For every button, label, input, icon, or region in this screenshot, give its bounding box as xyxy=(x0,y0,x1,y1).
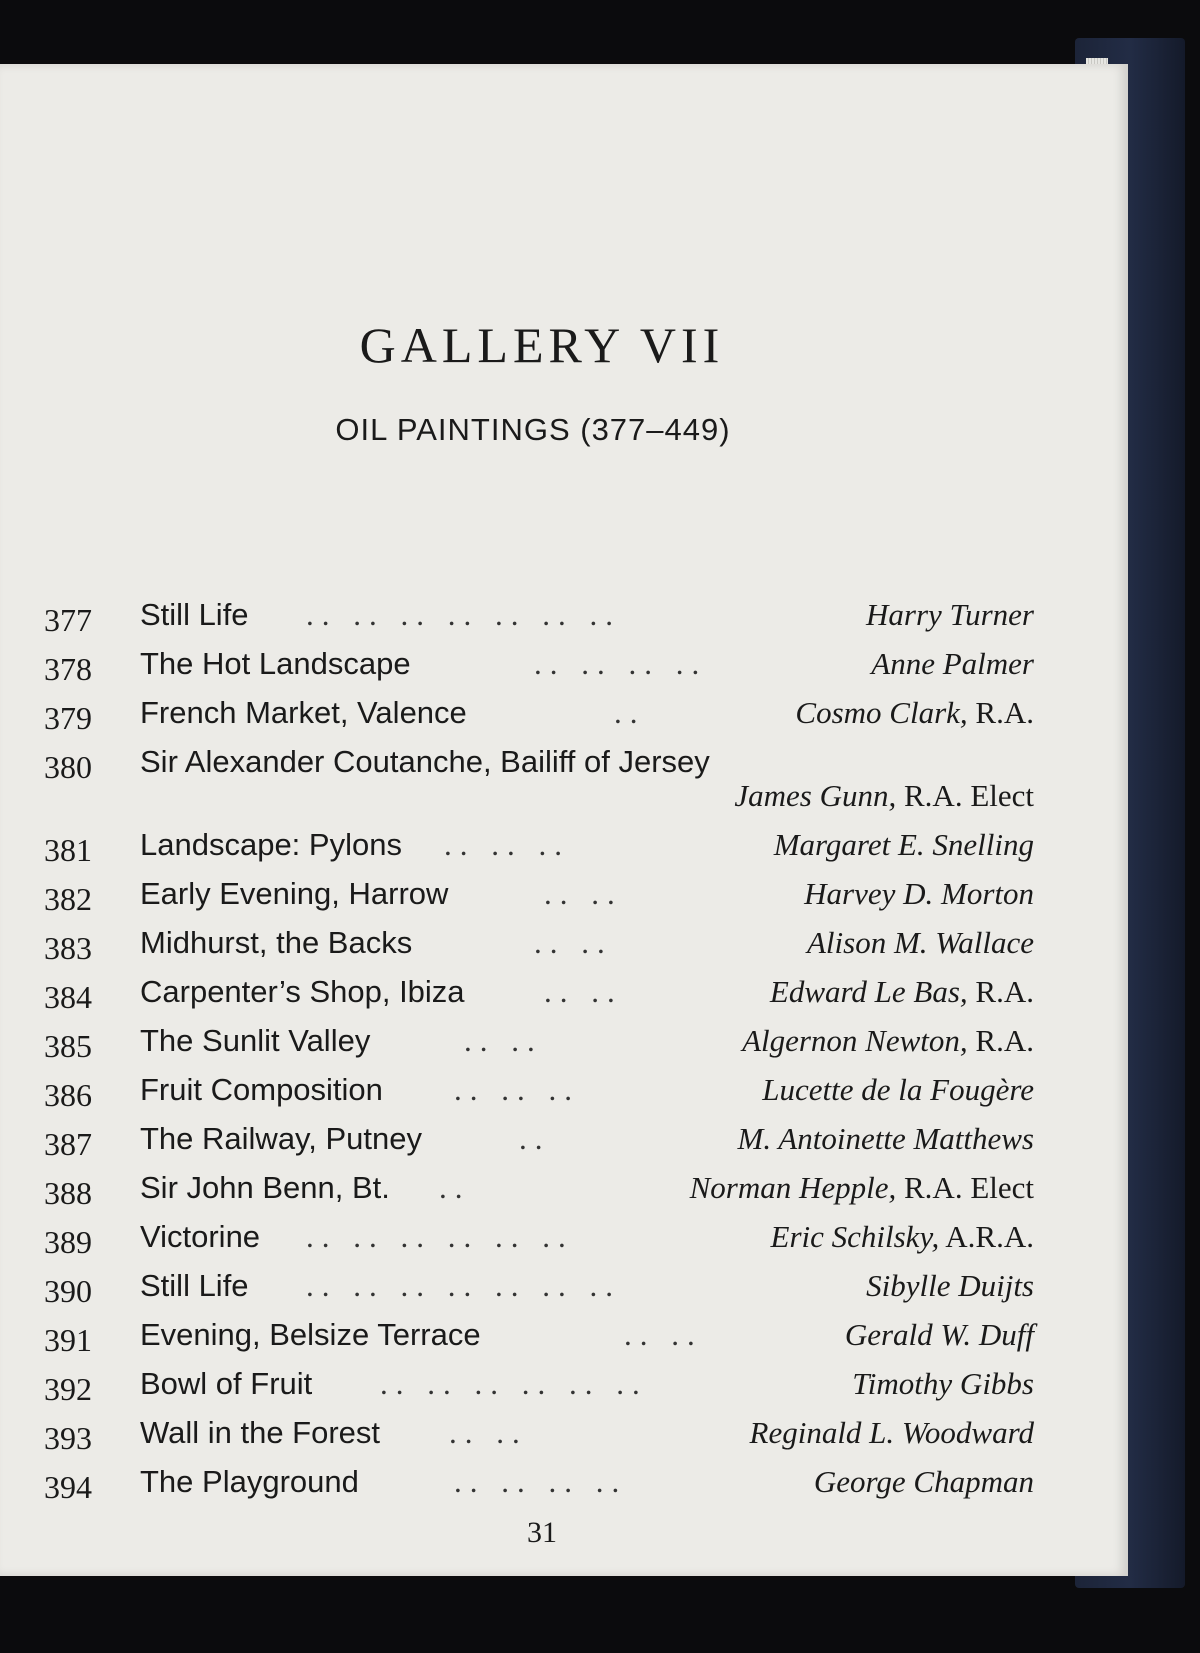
list-item xyxy=(44,967,1034,1016)
list-item xyxy=(44,1261,1034,1310)
dot-leader: .. .. .. .. .. .. xyxy=(306,1219,574,1254)
artwork-title: Wall in the Forest xyxy=(140,1415,381,1450)
artwork-title: Landscape: Pylons xyxy=(140,827,402,862)
catalogue-number: 386 xyxy=(44,1077,92,1113)
catalogue-page xyxy=(0,64,1128,1576)
dot-leader: .. .. .. .. xyxy=(454,1464,628,1499)
artwork-title: Midhurst, the Backs xyxy=(140,925,413,960)
catalogue-number: 384 xyxy=(44,979,92,1015)
list-item xyxy=(44,1359,1034,1408)
catalogue-number: 393 xyxy=(44,1420,92,1456)
dot-leader: .. xyxy=(614,695,646,730)
artwork-title: Early Evening, Harrow xyxy=(140,876,449,911)
artist-name: James Gunn, R.A. Elect xyxy=(734,778,1034,813)
artwork-title: Sir Alexander Coutanche, Bailiff of Jersey xyxy=(140,744,710,779)
catalogue-number: 392 xyxy=(44,1371,92,1407)
artist-name: M. Antoinette Matthews xyxy=(737,1121,1034,1156)
artwork-title: Still Life xyxy=(140,1268,249,1303)
list-item xyxy=(44,1163,1034,1212)
dot-leader: .. .. xyxy=(624,1317,703,1352)
dot-leader: .. .. .. xyxy=(444,827,570,862)
list-item xyxy=(44,1114,1034,1163)
list-item xyxy=(44,1408,1034,1457)
catalogue-number: 378 xyxy=(44,651,92,687)
page-number: 31 xyxy=(527,1516,557,1549)
artwork-title: Still Life xyxy=(140,597,249,632)
list-item xyxy=(44,590,1034,639)
artist-name: Algernon Newton, R.A. xyxy=(742,1023,1034,1058)
artwork-title: The Sunlit Valley xyxy=(140,1023,371,1058)
catalogue-number: 377 xyxy=(44,602,92,638)
list-item xyxy=(44,737,1034,820)
catalogue-number: 379 xyxy=(44,700,92,736)
dot-leader: .. .. xyxy=(449,1415,528,1450)
catalogue-number: 382 xyxy=(44,881,92,917)
artist-name: Margaret E. Snelling xyxy=(773,827,1034,862)
list-item xyxy=(44,1016,1034,1065)
artwork-title: Fruit Composition xyxy=(140,1072,383,1107)
artist-name: Lucette de la Fougère xyxy=(762,1072,1034,1107)
dot-leader: .. .. .. .. .. .. xyxy=(380,1366,648,1401)
catalogue-number: 383 xyxy=(44,930,92,966)
catalogue-number: 380 xyxy=(44,749,92,785)
catalogue-number: 391 xyxy=(44,1322,92,1358)
catalogue-number: 388 xyxy=(44,1175,92,1211)
artist-name: Harry Turner xyxy=(866,597,1034,632)
dot-leader: .. .. .. .. xyxy=(534,646,708,681)
dot-leader: .. .. .. .. .. .. .. xyxy=(306,597,621,632)
catalogue-number: 387 xyxy=(44,1126,92,1162)
catalogue-number: 394 xyxy=(44,1469,92,1505)
dot-leader: .. .. .. xyxy=(454,1072,580,1107)
dot-leader: .. xyxy=(439,1170,471,1205)
dot-leader: .. xyxy=(519,1121,551,1156)
artist-name: Gerald W. Duff xyxy=(844,1317,1034,1352)
artwork-title: The Railway, Putney xyxy=(140,1121,422,1156)
dot-leader: .. .. xyxy=(534,925,613,960)
entry-list xyxy=(44,590,1034,1506)
dot-leader: .. .. xyxy=(544,876,623,911)
artist-name: Cosmo Clark, R.A. xyxy=(795,695,1034,730)
list-item xyxy=(44,1310,1034,1359)
gallery-title: GALLERY VII xyxy=(359,317,725,373)
artwork-title: Bowl of Fruit xyxy=(140,1366,313,1401)
artist-name: George Chapman xyxy=(813,1464,1034,1499)
artwork-title: The Playground xyxy=(140,1464,359,1499)
artist-name: Alison M. Wallace xyxy=(806,925,1034,960)
list-item xyxy=(44,1065,1034,1114)
artist-name: Anne Palmer xyxy=(871,646,1034,681)
artist-name: Timothy Gibbs xyxy=(852,1366,1034,1401)
catalogue-number: 389 xyxy=(44,1224,92,1260)
artist-name: Reginald L. Woodward xyxy=(749,1415,1034,1450)
artist-name: Harvey D. Morton xyxy=(804,876,1034,911)
artwork-title: Carpenter’s Shop, Ibiza xyxy=(140,974,465,1009)
catalogue-number: 381 xyxy=(44,832,92,868)
artist-name: Eric Schilsky, A.R.A. xyxy=(770,1219,1034,1254)
artwork-title: Sir John Benn, Bt. xyxy=(140,1170,390,1205)
artwork-title: The Hot Landscape xyxy=(140,646,411,681)
dot-leader: .. .. xyxy=(464,1023,543,1058)
artist-name: Sibylle Duijts xyxy=(866,1268,1034,1303)
catalogue-number: 385 xyxy=(44,1028,92,1064)
artwork-title: French Market, Valence xyxy=(140,695,467,730)
list-item xyxy=(44,688,1034,737)
list-item xyxy=(44,820,1034,869)
dot-leader: .. .. xyxy=(544,974,623,1009)
list-item xyxy=(44,869,1034,918)
catalogue-number: 390 xyxy=(44,1273,92,1309)
artwork-title: Evening, Belsize Terrace xyxy=(140,1317,481,1352)
list-item xyxy=(44,918,1034,967)
section-subtitle: OIL PAINTINGS (377–449) xyxy=(335,412,731,447)
artwork-title: Victorine xyxy=(140,1219,261,1254)
list-item xyxy=(44,1212,1034,1261)
artist-name: Edward Le Bas, R.A. xyxy=(769,974,1034,1009)
list-item xyxy=(44,639,1034,688)
list-item xyxy=(44,1457,1034,1506)
dot-leader: .. .. .. .. .. .. .. xyxy=(306,1268,621,1303)
artist-name: Norman Hepple, R.A. Elect xyxy=(689,1170,1034,1205)
